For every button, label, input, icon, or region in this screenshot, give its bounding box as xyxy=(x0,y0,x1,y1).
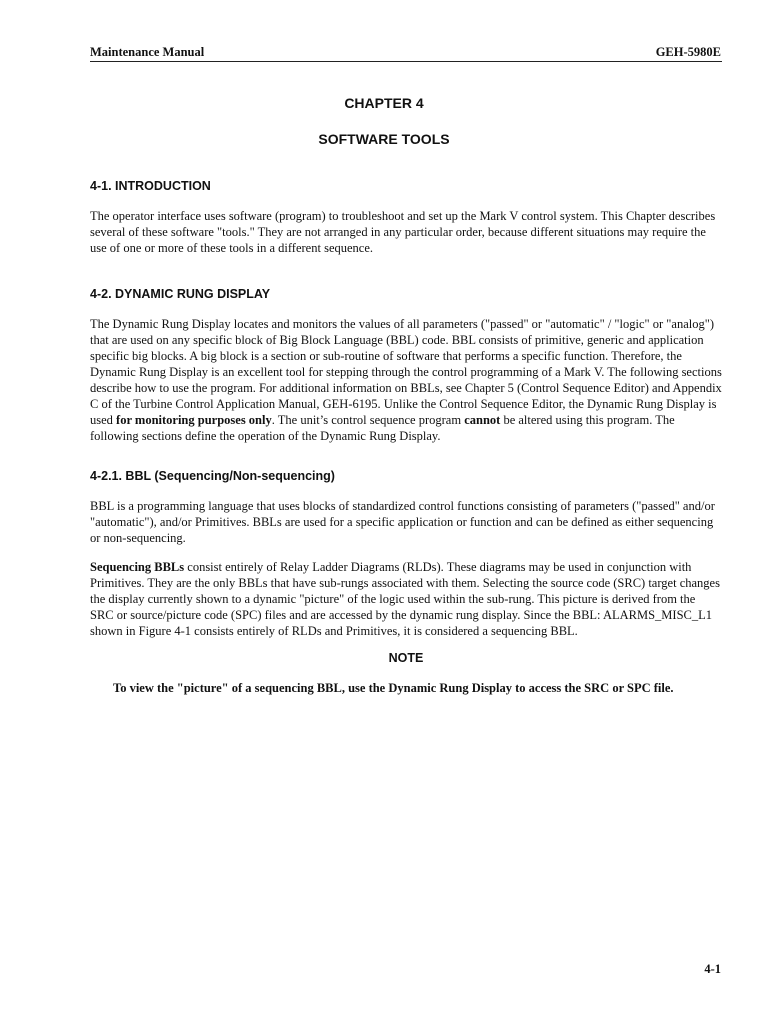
drd-text-part-a: The Dynamic Rung Display locates and monitors the values of all parameters ("passed" or "automatic" / "logic" or "analog") that are used on any specific block of Big Block Language (BBL) code. BBL consists of primitive, generic and application specific big blocks. A big block is a section or sub-routine of software that performs a specific function. Therefore, the Dynamic Rung Display is an excellent tool for stepping through the control programming of a Mark V. The following sections describe how to use the program. For additional information on BBLs, see Chapter 5 (Control Sequence Editor) and Appendix C of the Turbine Control Application Manual, GEH-6195. Unlike the Control Sequence Editor, the Dynamic Rung Display is used xyxy=(90,317,722,427)
paragraph-sequencing-bbls xyxy=(90,559,722,639)
sequencing-bbls-text: consist entirely of Relay Ladder Diagrams (RLDs). These diagrams may be used in conjunction with Primitives. They are the only BBLs that have sub-rungs associated with them. Selecting the source code (SRC) target changes the display currently shown to a dynamic "picture" of the logic used within the sub-rung. This picture is derived from the SRC or source/picture code (SPC) files and are accessed by the dynamic rung display. Since the BBL: ALARMS_MISC_L1 shown in Figure 4-1 consists entirely of RLDs and Primitives, it is considered a sequencing BBL. xyxy=(90,560,720,638)
paragraph-dynamic-rung-display xyxy=(90,316,722,444)
section-heading-introduction: 4-1. INTRODUCTION xyxy=(90,179,211,193)
sequencing-bbls-term: Sequencing BBLs xyxy=(90,560,185,574)
note-title: NOTE xyxy=(388,651,424,665)
paragraph-bbl: BBL is a programming language that uses blocks of standardized control functions consisting of parameters ("passed" and/or "automatic"), and/or Primitives. BBLs are used for a specific application or function and can be defined as either sequencing or non-sequencing. xyxy=(90,499,715,545)
drd-bold-cannot: cannot xyxy=(464,413,501,427)
drd-text-part-b: . The unit’s control sequence program xyxy=(271,413,465,427)
header-left-title: Maintenance Manual xyxy=(90,45,205,59)
paragraph-introduction: The operator interface uses software (program) to troubleshoot and set up the Mark V control system. This Chapter describes several of these software "tools." They are not arranged in any particular order, because different situations may require the use of one or more of these tools in a different sequence. xyxy=(90,209,716,255)
page-number: 4-1 xyxy=(704,962,721,976)
drd-bold-monitoring: for monitoring purposes only xyxy=(116,413,272,427)
chapter-number: CHAPTER 4 xyxy=(344,95,424,111)
header-rule xyxy=(90,61,722,62)
section-heading-dynamic-rung-display: 4-2. DYNAMIC RUNG DISPLAY xyxy=(90,287,271,301)
drd-text-part-c: be altered using this program. The following sections define the operation of the Dynamic Rung Display. xyxy=(90,413,675,443)
chapter-title: SOFTWARE TOOLS xyxy=(318,131,450,147)
note-text: To view the "picture" of a sequencing BBL, use the Dynamic Rung Display to access the SRC or SPC file. xyxy=(113,681,674,695)
section-heading-bbl: 4-2.1. BBL (Sequencing/Non-sequencing) xyxy=(90,469,335,483)
header-document-number: GEH-5980E xyxy=(655,45,721,59)
